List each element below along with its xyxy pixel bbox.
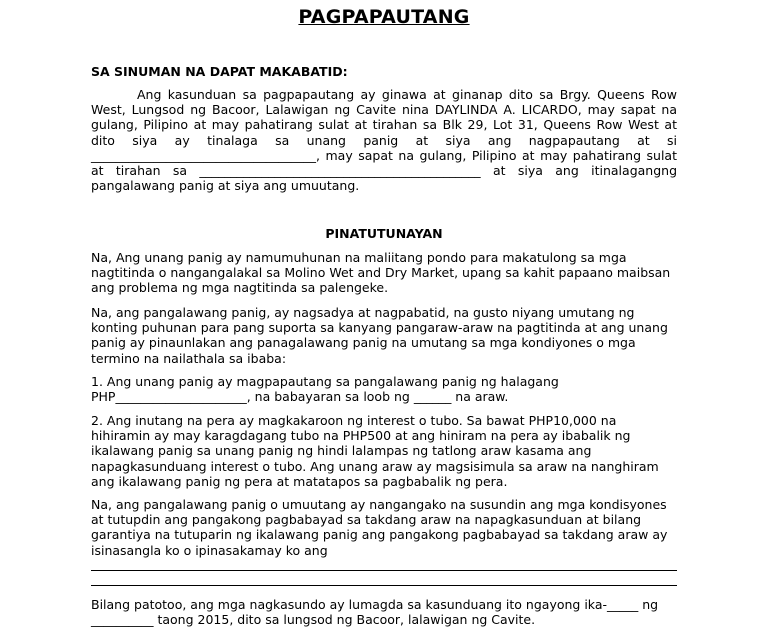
paragraph-promise: Na, ang pangalawang panig o umuutang ay nangangako na susundin ang mga kondisyones at tutupdin ang pangakong pagbabayad sa takdang araw na napagkasunduan at bilang garantiya na tutuparin ng ikalawang panig ang pangakong pagbabayad sa takdang araw ay isinasangla ko o ipinasakamay ko ang	[91, 497, 668, 558]
paragraph-purpose: Na, Ang unang panig ay namumuhunan na maliitang pondo para makatulong sa mga nagtitinda o nangangalakal sa Molino Wet and Dry Market, upang sa kahit papaano maibsan ang problema ng mga nagtitinda sa palengeke.	[91, 250, 671, 296]
closing-paragraph: Bilang patotoo, ang mga nagkasundo ay lumagda sa kasunduang ito ngayong ika-_____ ng __________ taong 2015, dito sa lungsod ng Bacoor, lalawigan ng Cavite.	[91, 597, 659, 628]
collateral-blank-line-2	[91, 585, 677, 586]
salutation: SA SINUMAN NA DAPAT MAKABATID:	[91, 64, 348, 79]
term-1: 1. Ang unang panig ay magpapautang sa pangalawang panig ng halagang PHP_____________________, na babayaran sa loob ng ______ na araw.	[91, 374, 559, 405]
section-heading: PINATUTUNAYAN	[325, 226, 443, 241]
intro-paragraph: Ang kasunduan sa pagpapautang ay ginawa at ginanap dito sa Brgy. Queens Row West, Lungsod ng Bacoor, Lalawigan ng Cavite nina DAYLINDA A. LICARDO, may sapat na gulang, Pilipino at may pahatirang sulat at tirahan sa Blk 29, Lot 31, Queens Row West at dito siya ay tinalaga sa unang panig at siya ang nagpapautang at si ____________________________________, may sapat na gulang, Pilipino at may pahatirang sulat at tirahan sa _____________________________________________ at siya ang itinalagangng pangalawang panig at siya ang umuutang.	[91, 87, 677, 194]
document-title: PAGPAPAUTANG	[298, 6, 470, 28]
term-2: 2. Ang inutang na pera ay magkakaroon ng interest o tubo. Sa bawat PHP10,000 na hihiramin ay may karagdagang tubo na PHP500 at ang hiniram na pera ay ibabalik ng ikalawang panig sa unang panig ng hindi lalampas ng tatlong araw kasama ang napagkasunduang interest o tubo. Ang unang araw ay magsisimula sa araw na nanghiram ang ikalawang panig ng pera at matatapos sa pagbabalik ng pera.	[91, 413, 659, 489]
collateral-blank-line-1	[91, 570, 677, 571]
paragraph-request: Na, ang pangalawang panig, ay nagsadya at nagpabatid, na gusto niyang umutang ng konting puhunan para pang suporta sa kanyang pangaraw-araw na pagtitinda at ang unang panig ay pinaunlakan ang panagalawang panig na umutang sa mga kondiyones o mga termino na nailathala sa ibaba:	[91, 305, 668, 366]
